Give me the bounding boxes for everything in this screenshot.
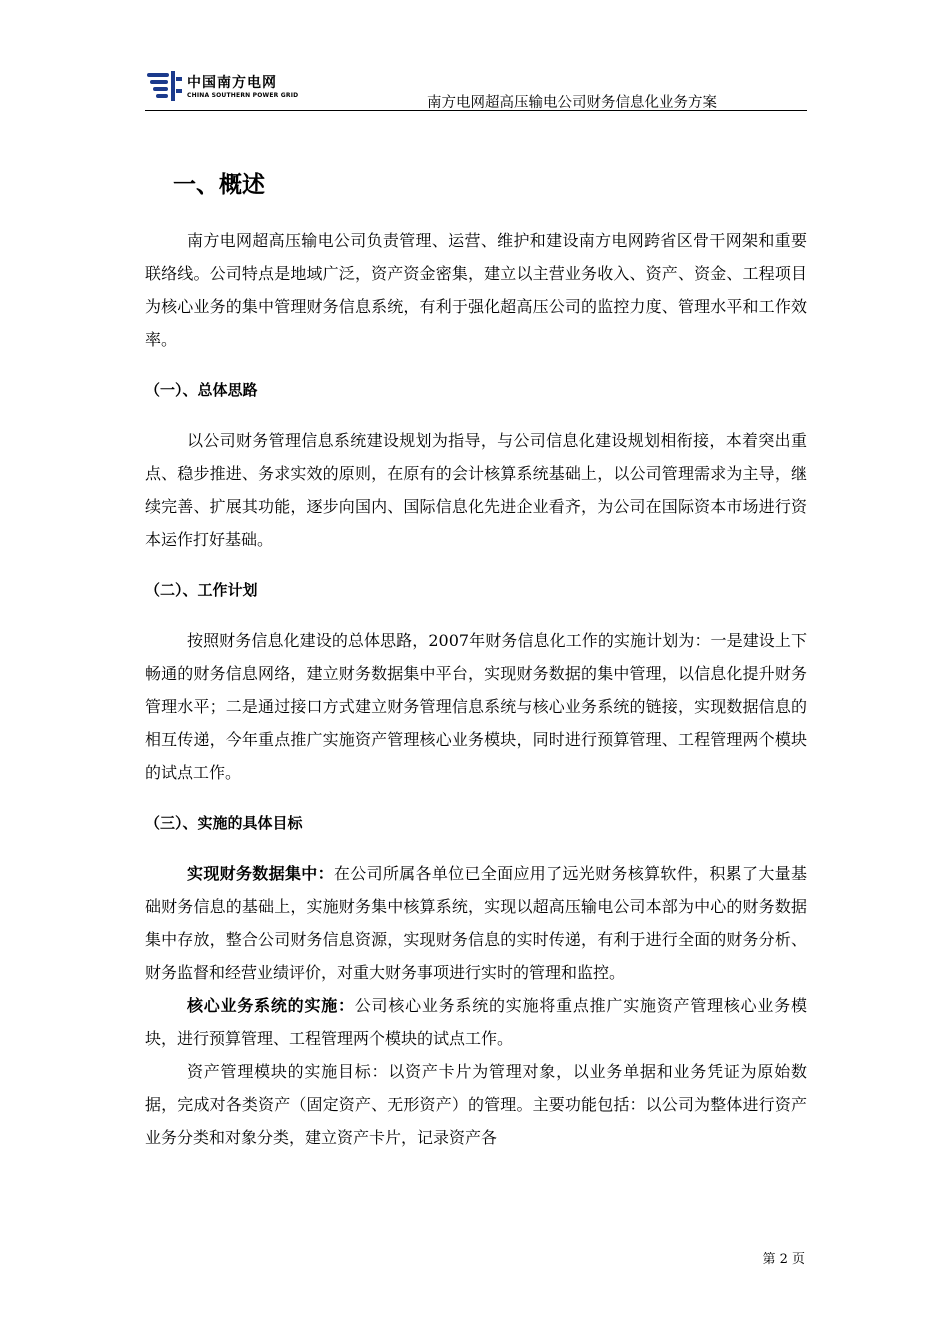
subsection-heading-overall-approach: （一）、总体思路 (145, 381, 258, 399)
goal-label-core-system: 核心业务系统的实施： (187, 996, 355, 1015)
overview-paragraph: 南方电网超高压输电公司负责管理、运营、维护和建设南方电网跨省区骨干网架和重要联络线。公司特点是地域广泛，资产资金密集，建立以主营业务收入、资产、资金、工程项目为核心业务的集中管理财务信息系统，有利于强化超高压公司的监控力度、管理水平和工作效率。 (145, 231, 807, 349)
subsection-heading-specific-goals: （三）、实施的具体目标 (145, 814, 303, 832)
logo-english-name: CHINA SOUTHERN POWER GRID (187, 92, 299, 99)
document-title: 南方电网超高压输电公司财务信息化业务方案 (427, 95, 717, 111)
logo-chinese-name: 中国南方电网 (187, 75, 277, 91)
document-body (145, 160, 807, 1154)
section-heading: 一、概述 (173, 172, 265, 198)
power-grid-logo-icon (147, 71, 183, 101)
goal-text-data-centralization: 在公司所属各单位已全面应用了远光财务核算软件，积累了大量基础财务信息的基础上，实施财务集中核算系统，实现以超高压输电公司本部为中心的财务数据集中存放，整合公司财务信息资源，实现财务信息的实时传递，有利于进行全面的财务分析、财务监督和经营业绩评价，对重大财务事项进行实时的管理和监控。 (145, 864, 807, 982)
asset-module-paragraph: 资产管理模块的实施目标：以资产卡片为管理对象，以业务单据和业务凭证为原始数据，完成对各类资产（固定资产、无形资产）的管理。主要功能包括：以公司为整体进行资产业务分类和对象分类，建立资产卡片，记录资产各 (145, 1062, 807, 1147)
goal-paragraph-core-system (145, 989, 807, 1055)
goal-label-data-centralization: 实现财务数据集中： (187, 864, 334, 883)
company-logo (147, 71, 312, 105)
subsection-heading-work-plan: （二）、工作计划 (145, 581, 258, 599)
work-plan-paragraph: 按照财务信息化建设的总体思路，2007年财务信息化工作的实施计划为：一是建设上下畅通的财务信息网络，建立财务数据集中平台，实现财务数据的集中管理，以信息化提升财务管理水平；二是通过接口方式建立财务管理信息系统与核心业务系统的链接，实现数据信息的相互传递，今年重点推广实施资产管理核心业务模块，同时进行预算管理、工程管理两个模块的试点工作。 (145, 631, 807, 782)
page-number: 第 2 页 (762, 1252, 805, 1267)
goal-paragraph-data-centralization (145, 857, 807, 989)
page-header (145, 68, 807, 111)
overall-approach-paragraph: 以公司财务管理信息系统建设规划为指导，与公司信息化建设规划相衔接，本着突出重点、稳步推进、务求实效的原则，在原有的会计核算系统基础上，以公司管理需求为主导，继续完善、扩展其功能，逐步向国内、国际信息化先进企业看齐，为公司在国际资本市场进行资本运作打好基础。 (145, 431, 807, 549)
goal-text-core-system: 公司核心业务系统的实施将重点推广实施资产管理核心业务模块，进行预算管理、工程管理两个模块的试点工作。 (145, 996, 807, 1048)
